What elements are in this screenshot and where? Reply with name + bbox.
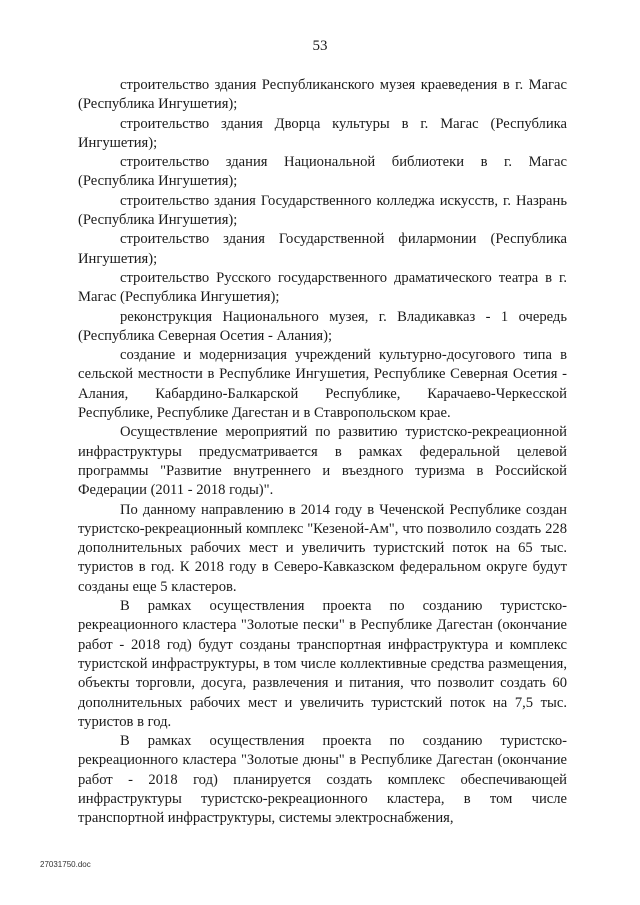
paragraph: реконструкция Национального музея, г. Владикавказ - 1 очередь (Республика Северная Осетия - Алания); [78,308,567,344]
paragraph: строительство здания Государственного колледжа искусств, г. Назрань (Республика Ингушетия); [78,192,567,229]
page-number: 53 [312,38,328,54]
paragraph: строительство здания Государственной филармонии (Республика Ингушетия); [78,231,567,267]
paragraph: строительство здания Республиканского музея краеведения в г. Магас (Республика Ингушетия); [78,77,567,113]
footer-file-code: 27031750.doc [40,860,91,869]
paragraph: строительство здания Дворца культуры в г. Магас (Республика Ингушетия); [78,115,567,151]
paragraph: В рамках осуществления проекта по созданию туристско-рекреационного кластера "Золотые пески" в Республике Дагестан (окончание работ - 2018 год) будут созданы транспортная инфраструктура и комплекс туристской инфраструктуры, в том числе коллективные средства размещения, объекты торговли, досуга, развлечения и питания, что позволит создать 60 дополнительных рабочих мест и увеличить туристский поток на 7,5 тыс. туристов в год. [78,598,567,730]
paragraph: создание и модернизация учреждений культурно-досугового типа в сельской местности в Республике Ингушетия, Республике Северная Осетия - Алания, Кабардино-Балкарской Республике, Карачаево-Черкесской Республике, Республике Дагестан и в Ставропольском крае. [78,347,567,422]
paragraph: По данному направлению в 2014 году в Чеченской Республике создан туристско-рекреационный комплекс "Кезеной-Ам", что позволило создать 228 дополнительных рабочих мест и увеличить туристский поток на 65 тыс. туристов в год. К 2018 году в Северо-Кавказском федеральном округе будут созданы еще 5 кластеров. [78,501,567,595]
paragraph: строительство Русского государственного драматического театра в г. Магас (Республика Ингушетия); [78,269,567,306]
paragraph: Осуществление мероприятий по развитию туристско-рекреационной инфраструктуры предусматривается в рамках федеральной целевой программы "Развитие внутреннего и въездного туризма в Российской Федерации (2011 - 2018 годы)". [78,424,567,499]
paragraph: строительство здания Национальной библиотеки в г. Магас (Республика Ингушетия); [78,154,567,190]
paragraph: В рамках осуществления проекта по созданию туристско-рекреационного кластера "Золотые дюны" в Республике Дагестан (окончание работ - 2018 год) планируется создать комплекс обеспечивающей инфраструктуры туристско-рекреационного кластера, в том числе транспортной инфраструктуры, системы электроснабжения, [78,733,567,827]
document-body [78,76,567,829]
